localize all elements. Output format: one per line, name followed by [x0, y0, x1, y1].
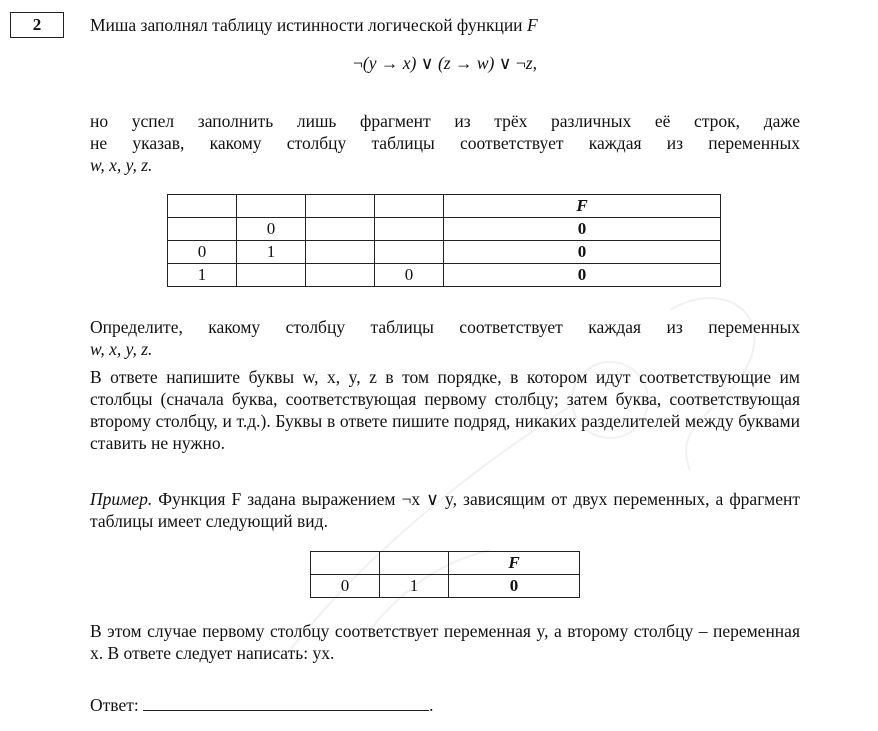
table-header-row [311, 552, 580, 575]
truth-table [167, 194, 721, 287]
table-row: 0 0 [168, 218, 721, 241]
variables-list-2: w, x, y, z. [90, 339, 153, 359]
example-f-header: F [449, 552, 580, 575]
answer-label: Ответ: [90, 695, 139, 715]
conclusion-paragraph: В этом случае первому столбцу соответствует переменная y, а второму столбцу – переменная x. В ответе следует написать: yx. [90, 621, 800, 663]
formula-part-3: z [525, 53, 533, 73]
example-paragraph [90, 488, 800, 532]
formula-part-1: (y → x) [362, 53, 417, 73]
paragraph-3: В ответе напишите буквы w, x, y, z в том порядке, в котором идут соответствующие им столбцы (сначала буква, соответствующая первому столбцу; затем буква, соответствующая второму столбцу, и т.д.). Буквы в ответе пишите подряд, никаких разделителей между буквами ставить не нужно. [90, 367, 800, 453]
table-header-row [168, 195, 721, 218]
paragraph-1: но успел заполнить лишь фрагмент из трёх различных её строк, даже не указав, какому столбцу таблицы соответствует каждая из переменных w, x, y, z. [90, 111, 800, 175]
paragraph-2: Определите, какому столбцу таблицы соответствует каждая из переменных w, x, y, z. [90, 317, 800, 359]
answer-row: Ответ: . [90, 695, 434, 715]
table-row: 1 0 0 [168, 264, 721, 287]
formula-part-2: (z → w) [437, 53, 495, 73]
answer-field[interactable] [143, 696, 429, 711]
example-table [310, 551, 580, 598]
table-row: 0 1 0 [168, 241, 721, 264]
intro-text: Миша заполнял таблицу истинности логической функции [90, 15, 523, 35]
table-row: 0 1 0 [311, 575, 580, 598]
task-number: 2 [10, 12, 64, 38]
example-label: Пример. [90, 489, 153, 509]
function-letter: F [526, 15, 538, 35]
example-text: Функция F задана выражением ¬x ∨ y, зависящим от двух переменных, а фрагмент таблицы имеет следующий вид. [90, 489, 800, 531]
watermark [250, 250, 810, 670]
logic-formula: ¬(y → x) ∨ (z → w) ∨ ¬z, [353, 53, 537, 73]
task-intro [90, 14, 800, 36]
column-f-header: F [444, 195, 721, 218]
variables-list-1: w, x, y, z. [90, 155, 153, 175]
